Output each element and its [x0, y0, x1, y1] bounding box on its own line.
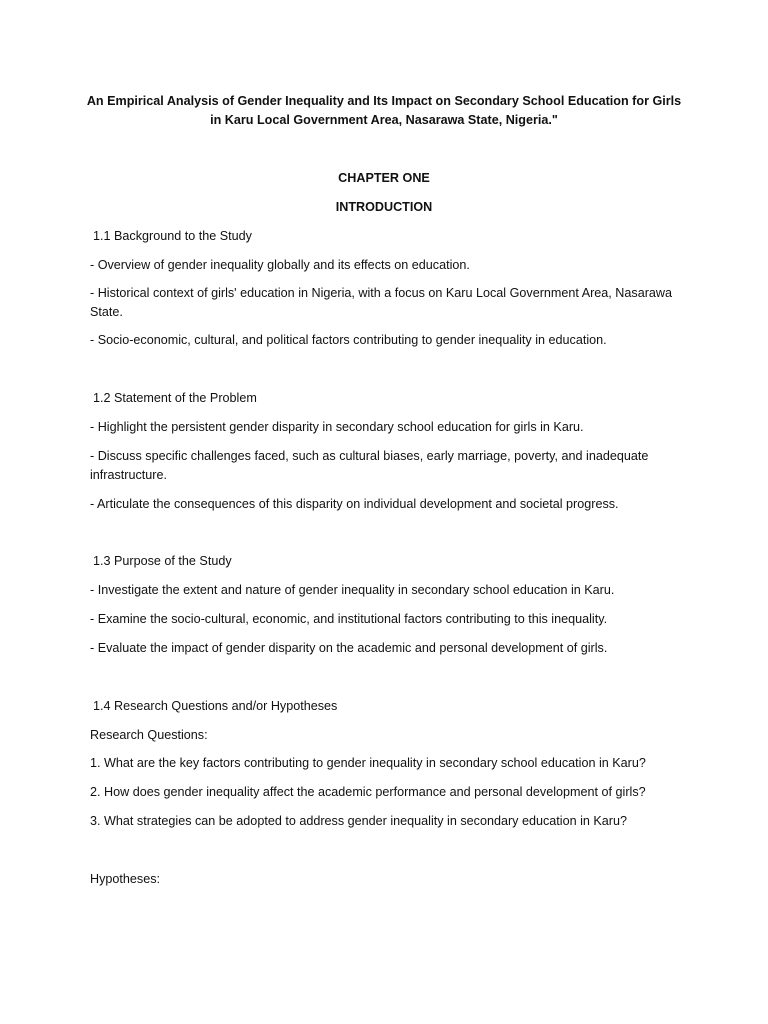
section-1-3-item-2: - Examine the socio-cultural, economic, and institutional factors contributing to this inequality. [90, 612, 608, 626]
section-1-3-item-3: - Evaluate the impact of gender disparity on the academic and personal development of girls. [90, 641, 608, 655]
chapter-heading: CHAPTER ONE [338, 171, 430, 185]
section-1-3-item-1: - Investigate the extent and nature of gender inequality in secondary school education in Karu. [90, 583, 615, 597]
research-questions-label: Research Questions: [90, 728, 208, 742]
section-1-2-item-2: - Discuss specific challenges faced, such as cultural biases, early marriage, poverty, and inadequate infrastructure. [90, 449, 649, 482]
document-title: An Empirical Analysis of Gender Inequality and Its Impact on Secondary School Education for Girls in Karu Local Government Area, Nasarawa State, Nigeria." [86, 94, 682, 127]
section-1-1-item-3: - Socio-economic, cultural, and political factors contributing to gender inequality in education. [90, 333, 607, 347]
section-1-1-item-2: - Historical context of girls' education in Nigeria, with a focus on Karu Local Government Area, Nasarawa State. [90, 286, 672, 319]
section-heading-1-3: 1.3 Purpose of the Study [93, 554, 232, 568]
section-1-2-item-1: - Highlight the persistent gender disparity in secondary school education for girls in Karu. [90, 420, 584, 434]
section-1-2-item-3: - Articulate the consequences of this disparity on individual development and societal progress. [90, 497, 619, 511]
research-question-2: 2. How does gender inequality affect the academic performance and personal development of girls? [90, 785, 646, 799]
research-question-3: 3. What strategies can be adopted to address gender inequality in secondary education in Karu? [90, 814, 627, 828]
introduction-heading: INTRODUCTION [335, 200, 433, 214]
hypotheses-label: Hypotheses: [90, 872, 161, 886]
section-heading-1-2: 1.2 Statement of the Problem [93, 391, 257, 405]
section-1-1-item-1: - Overview of gender inequality globally and its effects on education. [90, 258, 470, 272]
section-heading-1-4: 1.4 Research Questions and/or Hypotheses [93, 699, 338, 713]
section-heading-1-1: 1.1 Background to the Study [93, 229, 252, 243]
research-question-1: 1. What are the key factors contributing to gender inequality in secondary school education in Karu? [90, 756, 646, 770]
